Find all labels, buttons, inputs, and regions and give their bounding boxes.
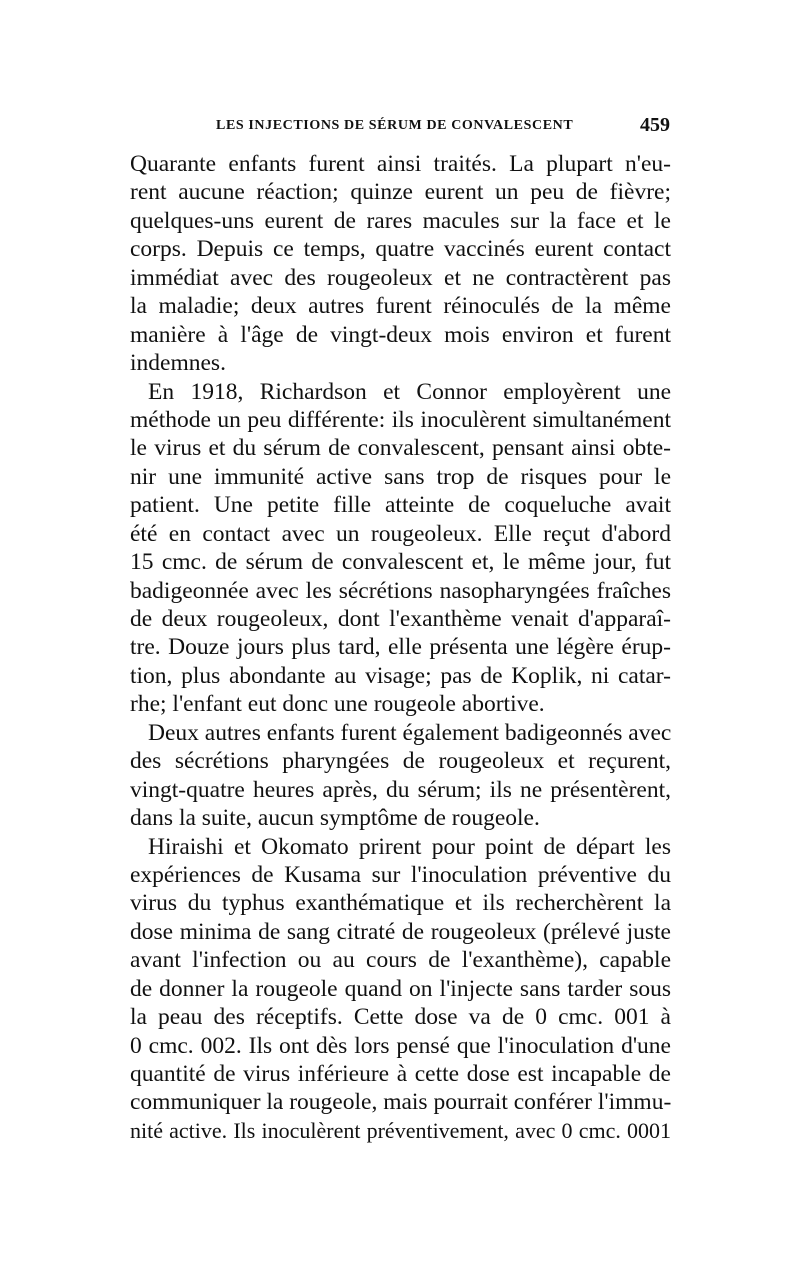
text-line: Deux autres enfants furent également badigeonnés avec [148, 719, 672, 746]
text-line: En 1918, Richardson et Connor employèrent une [148, 378, 671, 405]
text-line: quelques-uns eurent de rares macules sur la face et le [130, 207, 671, 234]
text-line: quantité de virus inférieure à cette dose est incapable de [130, 1061, 671, 1087]
text-line: de deux rougeoleux, dont l'exanthème venait d'apparaî- [130, 606, 671, 632]
running-head: LES INJECTIONS DE SÉRUM DE CONVALESCENT [216, 118, 574, 133]
text-line: expériences de Kusama sur l'inoculation préventive du [130, 861, 671, 888]
text-line: dans la suite, aucun symptôme de rougeole. [130, 805, 540, 832]
text-line: Hiraishi et Okomato prirent pour point de départ les [148, 833, 671, 860]
text-line: nir une immunité active sans trop de risques pour le [130, 463, 671, 490]
page-header [130, 114, 670, 144]
text-line: patient. Une petite fille atteinte de coqueluche avait [130, 492, 671, 519]
text-line: indemnes. [130, 350, 226, 377]
text-line: 0 cmc. 002. Ils ont dès lors pensé que l'inoculation d'une [130, 1032, 671, 1059]
text-line: tion, plus abondante au visage; pas de Koplik, ni catar- [130, 662, 671, 689]
text-line: avant l'infection ou au cours de l'exanthème), capable [130, 947, 671, 974]
text-line: manière à l'âge de vingt-deux mois environ et furent [130, 321, 671, 348]
text-line: communiquer la rougeole, mais pourrait conférer l'immu- [130, 1089, 672, 1116]
text-line: rent aucune réaction; quinze eurent un peu de fièvre; [130, 179, 671, 206]
body-text [130, 150, 671, 1145]
text-line: rhe; l'enfant eut donc une rougeole abortive. [130, 691, 545, 718]
text-line: le virus et du sérum de convalescent, pensant ainsi obte- [130, 435, 671, 462]
text-line: vingt-quatre heures après, du sérum; ils ne présentèrent, [130, 776, 671, 803]
text-line: la peau des réceptifs. Cette dose va de 0 cmc. 001 à [130, 1004, 671, 1031]
text-line: badigeonnée avec les sécrétions nasopharyngées fraîches [130, 577, 671, 604]
text-line: des sécrétions pharyngées de rougeoleux et reçurent, [130, 748, 671, 775]
text-line: nité active. Ils inoculèrent préventivement, avec 0 cmc. 0001 [130, 1117, 671, 1143]
text-line: corps. Depuis ce temps, quatre vaccinés eurent contact [130, 236, 671, 263]
text-line: immédiat avec des rougeoleux et ne contractèrent pas [130, 264, 671, 291]
text-line: de donner la rougeole quand on l'injecte sans tarder sous [130, 975, 671, 1002]
text-line: tre. Douze jours plus tard, elle présenta une légère érup- [130, 634, 671, 661]
text-line: Quarante enfants furent ainsi traités. La plupart n'eu- [130, 151, 671, 177]
text-line: la maladie; deux autres furent réinoculés de la même [130, 293, 671, 320]
text-line: virus du typhus exanthématique et ils recherchèrent la [130, 890, 671, 917]
text-line: méthode un peu différente: ils inoculèrent simultanément [130, 406, 671, 433]
page-number: 459 [640, 114, 670, 136]
text-line: 15 cmc. de sérum de convalescent et, le même jour, fut [130, 549, 671, 576]
text-line: été en contact avec un rougeoleux. Elle reçut d'abord [130, 520, 671, 547]
text-line: dose minima de sang citraté de rougeoleux (prélevé juste [130, 918, 671, 945]
